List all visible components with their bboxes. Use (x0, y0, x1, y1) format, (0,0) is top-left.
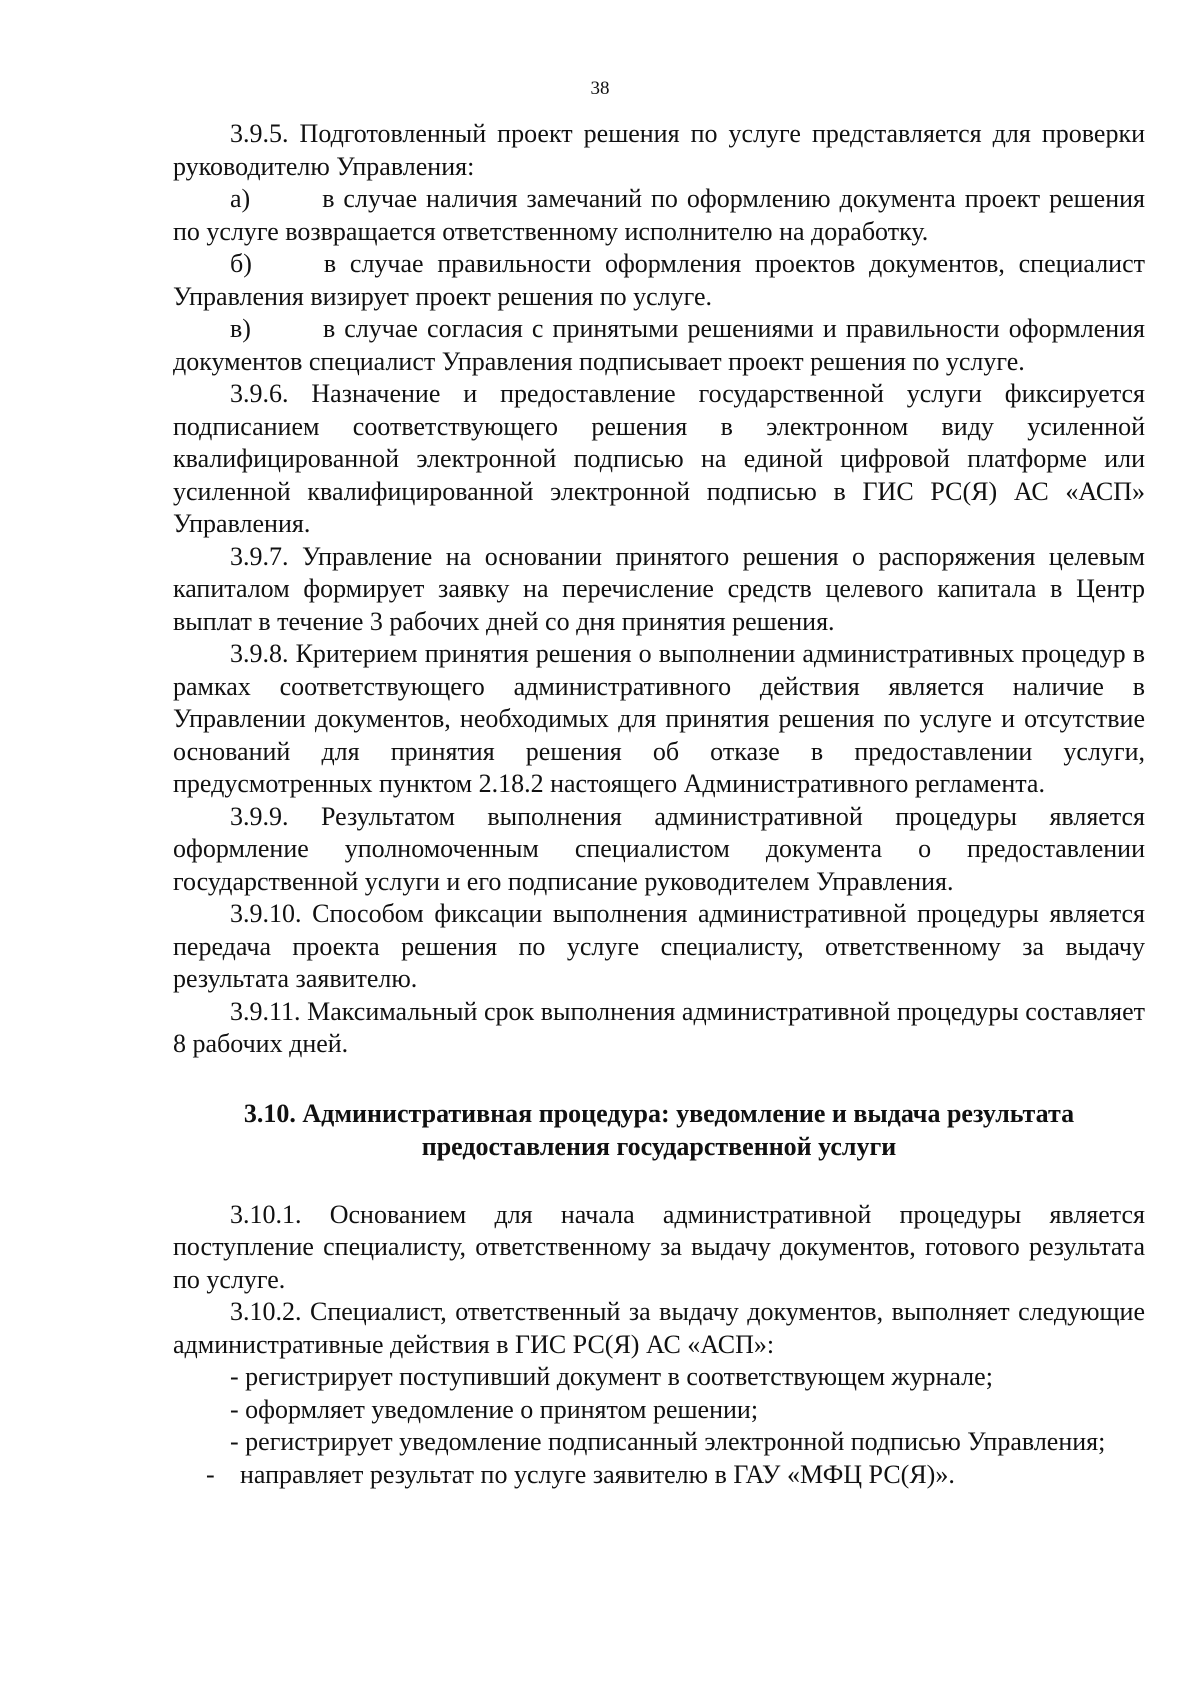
paragraph-3-9-10: 3.9.10. Способом фиксации выполнения административной процедуры является передача проекта решения по услуге специалисту, ответственному за выдачу результата заявителю. (173, 899, 1145, 993)
dash-text-4: направляет результат по услуге заявителю в ГАУ «МФЦ РС(Я)». (240, 1459, 955, 1489)
paragraph-3-10-2: 3.10.2. Специалист, ответственный за выдачу документов, выполняет следующие административные действия в ГИС РС(Я) АС «АСП»: (173, 1297, 1145, 1359)
paragraph-3-9-11: 3.9.11. Максимальный срок выполнения административной процедуры составляет 8 рабочих дней. (173, 996, 1145, 1058)
section-heading-line-2: предоставления государственной услуги (421, 1131, 897, 1161)
list-marker-b: б) (230, 249, 252, 278)
dash-marker-4: - (206, 1459, 215, 1489)
list-text-a: в случае наличия замечаний по оформлению документа проект решения по услуге возвращается ответственному исполнителю на доработку. (173, 184, 1145, 246)
dash-item-4 (173, 1459, 1145, 1492)
list-text-b: в случае правильности оформления проектов документов, специалист Управления визирует проект решения по услуге. (173, 249, 1145, 311)
paragraph-3-9-7: 3.9.7. Управление на основании принятого решения о распоряжения целевым капиталом формирует заявку на перечисление средств целевого капитала в Центр выплат в течение 3 рабочих дней со дня принятия решения. (173, 541, 1145, 636)
list-item-a (173, 183, 1145, 248)
list-marker-a: а) (230, 184, 251, 213)
page-number: 38 (590, 78, 610, 99)
list-item-v (173, 313, 1145, 378)
section-heading-line-1: 3.10. Административная процедура: уведомление и выдача результата (243, 1098, 1075, 1128)
paragraph-3-9-5: 3.9.5. Подготовленный проект решения по услуге представляется для проверки руководителю Управления: (173, 119, 1145, 181)
paragraph-3-10-1: 3.10.1. Основанием для начала административной процедуры является поступление специалисту, ответственному за выдачу документов, готового результата по услуге. (173, 1199, 1145, 1294)
document-body (173, 118, 1145, 1491)
paragraph-3-9-6: 3.9.6. Назначение и предоставление государственной услуги фиксируется подписанием соответствующего решения в электронном виду усиленной квалифицированной электронной подписью на единой цифровой платформе или усиленной квалифицированной электронной подписью в ГИС РС(Я) АС «АСП» Управления. (173, 379, 1145, 538)
paragraph-3-9-8: 3.9.8. Критерием принятия решения о выполнении административных процедур в рамках соответствующего административного действия является наличие в Управлении документов, необходимых для принятия решения по услуге и отсутствие оснований для принятия решения об отказе в предоставлении услуги, предусмотренных пунктом 2.18.2 настоящего Административного регламента. (173, 639, 1145, 798)
list-text-v: в случае согласия с принятыми решениями и правильности оформления документов специалист Управления подписывает проект решения по услуге. (173, 314, 1145, 376)
section-heading-3-10 (173, 1097, 1145, 1163)
paragraph-3-9-9: 3.9.9. Результатом выполнения административной процедуры является оформление уполномоченным специалистом документа о предоставлении государственной услуги и его подписание руководителем Управления. (173, 801, 1145, 896)
list-item-b (173, 248, 1145, 313)
dash-item-3: - регистрирует уведомление подписанный электронной подписью Управления; (230, 1427, 1106, 1456)
dash-item-2: - оформляет уведомление о принятом решении; (230, 1394, 759, 1424)
dash-item-1: - регистрирует поступивший документ в соответствующем журнале; (230, 1362, 993, 1391)
list-marker-v: в) (230, 314, 251, 343)
